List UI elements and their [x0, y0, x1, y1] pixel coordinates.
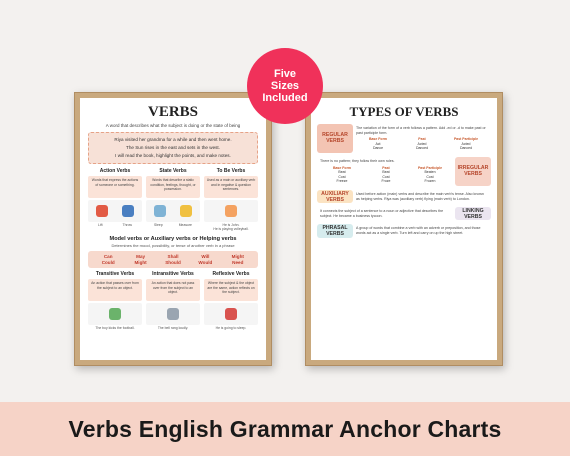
illustration [204, 200, 258, 222]
badge-line3: Included [262, 92, 308, 104]
poster-subtitle: A word that describes what the subject is doing or the state of being [105, 123, 241, 128]
table-cell: Acted [461, 141, 471, 146]
footer-banner [0, 402, 570, 456]
bell-icon [167, 308, 179, 320]
icon-label: Measure [178, 223, 192, 227]
verb-type-row [317, 157, 491, 186]
verb-type-def: Used as a main or auxiliary verb and in negative & question sentences. [204, 176, 258, 198]
forms-table [356, 137, 488, 151]
verb-type-card [146, 271, 200, 330]
modal-verb: Would [198, 260, 213, 265]
table-cell: Acted [417, 141, 427, 146]
verb-type-desc: A group of words that combine a verb with an adverb or preposition, and those words act as a single verb. Turn left and carry on up the high street. [356, 226, 481, 235]
right-poster-frame [305, 92, 503, 366]
verb-type-name: State Verbs [159, 168, 187, 174]
table-cell: Froze [381, 179, 391, 184]
table-cell: Danced [415, 146, 429, 151]
verb-type-desc: Used before action (main) verbs and describe the main verb's tense. Also known as helping verbs. Riya was (auxiliary verb) flying (main verb) to London. [356, 191, 484, 201]
icon-label: The bell rang loudly. [157, 326, 189, 330]
illustration [146, 303, 200, 325]
forms-table [320, 166, 452, 184]
sizes-badge [247, 48, 323, 124]
illustration [204, 303, 258, 325]
bed-icon [225, 308, 237, 320]
verb-type-def: Words that express the actions of someone or something. [88, 176, 142, 198]
verb-type-def: An action that passes over from the subject to an object. [88, 279, 142, 301]
verb-type-card [88, 271, 142, 330]
example-line: The Sun rises in the east and sets in the west. [126, 145, 220, 150]
left-poster [80, 98, 266, 360]
icon-label: Lift [98, 223, 103, 227]
sleep-icon [154, 205, 166, 217]
verb-type-card [88, 168, 142, 231]
illustration [146, 200, 200, 222]
table-header: Past Participle [453, 137, 479, 142]
person-icon [225, 205, 237, 217]
table-cell: Act [375, 141, 381, 146]
table-cell: Cost [426, 174, 434, 179]
modal-verb: Might [134, 260, 147, 265]
modal-verb: Need [232, 260, 244, 265]
badge-line2: Sizes [270, 80, 300, 92]
icon-label: The boy kicks the football. [95, 326, 135, 330]
verb-types-row-2 [86, 271, 260, 330]
table-cell: Cost [382, 174, 390, 179]
modal-verb: Could [101, 260, 115, 265]
modal-verbs-title: Model verbs or Auxiliary verbs or Helping verbs [109, 236, 237, 242]
verb-type-tag: IRREGULAR VERBS [455, 157, 491, 186]
verb-type-row [317, 190, 491, 203]
verb-type-desc [353, 124, 491, 153]
table-cell: Beat [338, 170, 346, 175]
modal-verb: May [136, 254, 146, 259]
verb-type-tag: LINKING VERBS [455, 207, 491, 220]
icon-label: Sleep [154, 223, 163, 227]
verb-types-row [86, 168, 260, 231]
verb-type-name: Transitive Verbs [95, 271, 135, 277]
verb-type-def: An action that does not pass over from the subject to an object. [146, 279, 200, 301]
verb-type-def: Words that describe a static condition, feelings, thought, or possession. [146, 176, 200, 198]
examples-box [88, 132, 258, 164]
modal-verb: Shall [167, 254, 179, 259]
illustration [88, 303, 142, 325]
example-line: I will read the book, highlight the points, and make notes. [115, 153, 231, 158]
modal-verb: Can [103, 254, 113, 259]
verb-type-card [204, 271, 258, 330]
table-cell: Dance [372, 146, 384, 151]
verb-type-card [146, 168, 200, 231]
verb-type-tag: PHRASAL VERBS [317, 224, 353, 237]
verb-type-row [317, 207, 491, 220]
verb-type-tag: AUXILIARY VERBS [317, 190, 353, 203]
modal-verbs-subtitle: Determines the mood, possibility, or tense of another verb in a phrase [111, 243, 235, 248]
modal-verbs-grid [88, 251, 258, 268]
verb-type-row [317, 224, 491, 237]
verb-type-def: Where the subject & the object are the same, action reflects on the subject. [204, 279, 258, 301]
table-cell: Beaten [424, 170, 436, 175]
poster-title: TYPES OF VERBS [349, 104, 459, 119]
verb-type-name: Reflexive Verbs [212, 271, 250, 277]
verb-type-row [317, 124, 491, 153]
badge-line1: Five [273, 68, 296, 80]
footer-title: Verbs English Grammar Anchor Charts [68, 415, 502, 442]
throw-icon [122, 205, 134, 217]
table-cell: Freeze [336, 179, 348, 184]
verb-type-card [204, 168, 258, 231]
desc-text: The variation of the form of a verb follows a pattern. Add -ed or -d to make past or past participle form. [356, 126, 486, 135]
desc-text: There is no pattern; they follow their own rules. [320, 158, 395, 163]
icon-label: Throw [122, 223, 132, 227]
ruler-icon [180, 205, 192, 217]
poster-title: VERBS [147, 104, 199, 120]
modal-verb: Should [165, 260, 181, 265]
verb-type-name: Action Verbs [99, 168, 131, 174]
table-header: Past [382, 165, 390, 170]
verb-type-tag: REGULAR VERBS [317, 124, 353, 153]
table-cell: Frozen [424, 179, 436, 184]
table-header: Past [418, 137, 426, 142]
table-cell: Beat [382, 170, 390, 175]
table-header: Base Form [332, 165, 352, 170]
football-icon [109, 308, 121, 320]
verb-type-name: To Be Verbs [216, 168, 246, 174]
icon-label: He is playing volleyball. [213, 227, 249, 231]
modal-verb: Will [201, 254, 210, 259]
right-poster [311, 98, 497, 360]
verb-type-name: Intransitive Verbs [152, 271, 194, 277]
example-line: Riya visited her grandma for a while and then went home. [114, 137, 232, 142]
left-poster-frame [74, 92, 272, 366]
lift-icon [96, 205, 108, 217]
table-cell: Cost [338, 174, 346, 179]
verb-type-desc [317, 157, 455, 186]
illustration [88, 200, 142, 222]
modal-verb: Might [231, 254, 244, 259]
icon-label: He is John. [222, 223, 240, 227]
table-header: Past Participle [417, 165, 443, 170]
table-header: Base Form [368, 137, 388, 142]
table-cell: Danced [459, 146, 473, 151]
icon-label: He is going to sleep. [215, 326, 247, 330]
verb-type-desc: It connects the subject of a sentence to a noun or adjective that describes the subject. He became a business tycoon. [320, 209, 444, 218]
